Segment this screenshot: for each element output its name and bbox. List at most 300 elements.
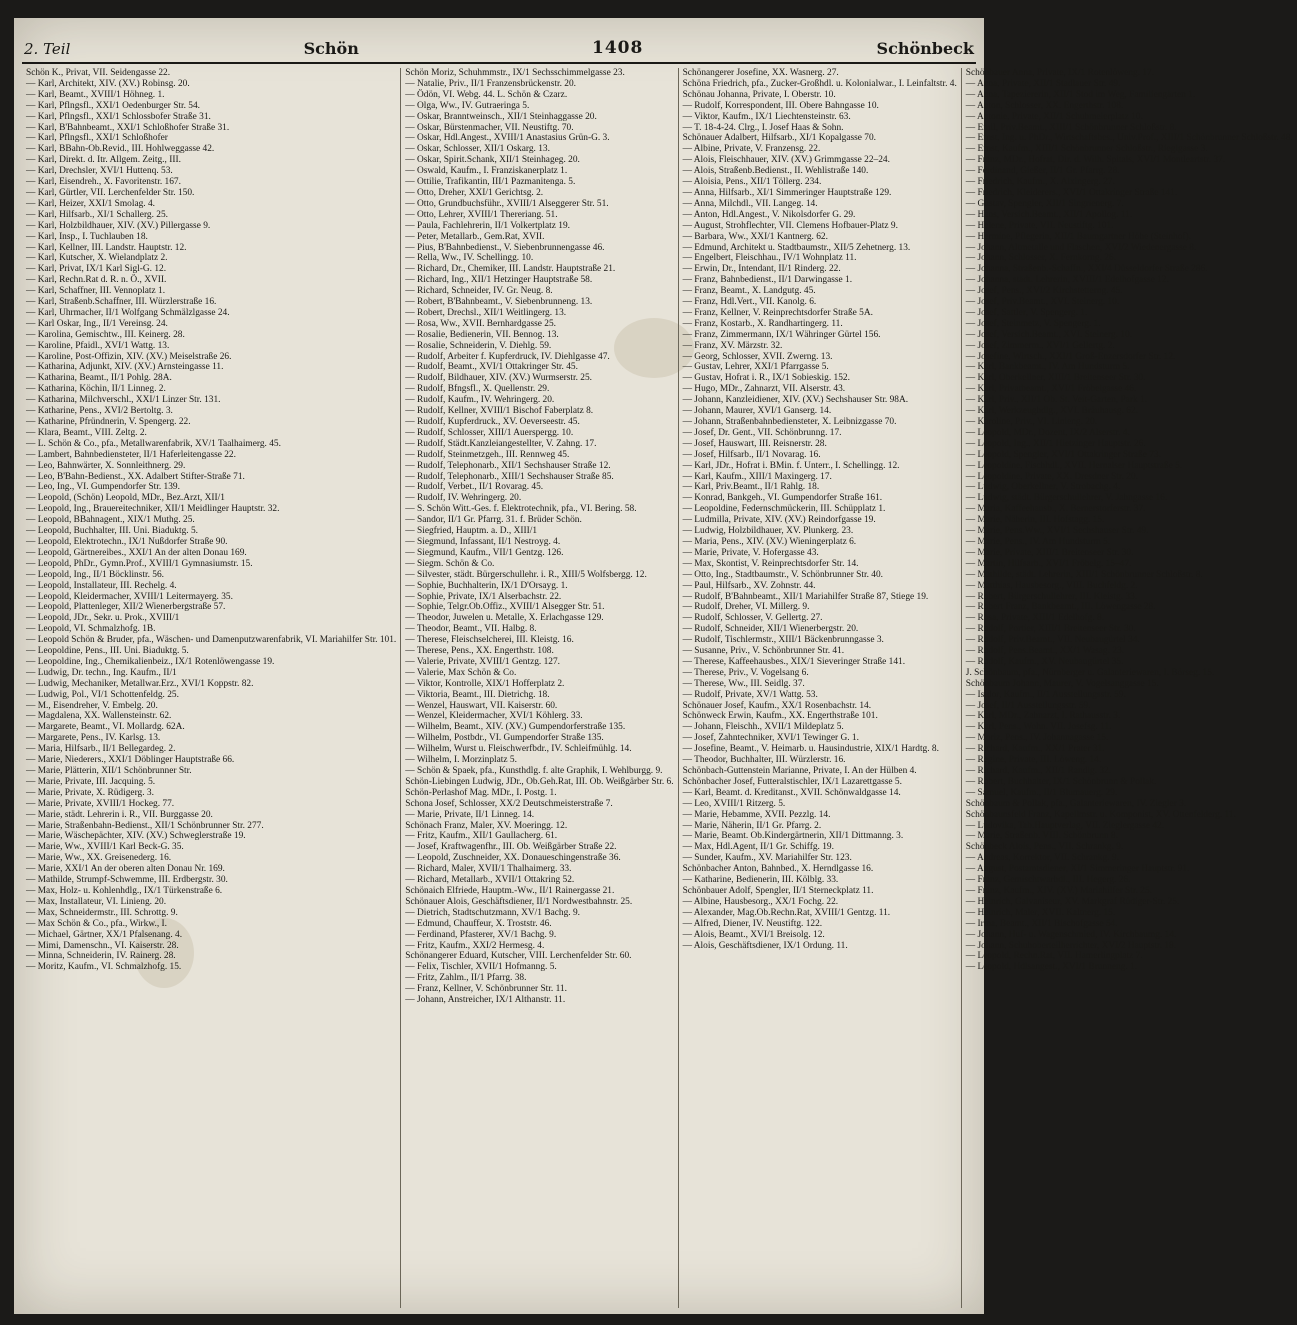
directory-entry: — Leopold, Gärtnereibes., XXI/1 An der alten Donau 169. [26,547,247,558]
directory-entry: — Karl, BBahn-Ob.Revid., III. Hohlweggasse 42. [26,144,215,155]
directory-entry: — Karl, Kutscher, X. Wielandplatz 2. [26,253,168,264]
directory-entry: — Lambert, Bahnbediensteter, II/1 Haferleitengasse 22. [26,449,236,460]
directory-entry: — Rosalie, Bedienerin, VII. Bennog. 13. [405,329,559,340]
directory-entry: — Katharine, Pfründnerin, V. Spengerg. 22. [26,417,191,427]
directory-entry: — Leopold, JDr., Sekr. u. Prok., XVIII/1 [26,613,180,624]
directory-entry: — Franz, Hdl.Vert., VII. Kanolg. 6. [682,297,817,308]
directory-entry: — Marie, Ww., XX. Greisenederg. 16. [26,853,172,864]
directory-entry: — Oskar, Schlosser, XII/1 Oskarg. 13. [405,144,550,155]
directory-entry: — Alfred, Diener, IV. Neustiftg. 122. [682,918,823,929]
directory-entry: — Franz, Gemischtwarhdl., III. Hegerg. 26. [965,875,1131,886]
left-catchword: Schön [303,39,359,58]
directory-entry: Schönauer Adalbert, Hilfsarb., XI/1 Kopalgasse 70. [682,133,877,144]
directory-entry: — Magdalena, XX. Wallensteinstr. 62. [26,711,172,722]
page-number: 1408 [592,38,644,58]
directory-entry: — August, Postamtsdiener, XI/1 Simmeringer Hauptstr. 91. [965,864,1190,875]
directory-entry: — Richard, Kaufm., XX/1 Prater 31. [965,744,1105,755]
directory-entry: — Marie, Private, V. Hofergasse 43. [682,547,819,558]
directory-column [961,68,1297,1308]
directory-entry: — Siegmund, Infassant, II/1 Nestroyg. 4. [405,536,561,547]
directory-entry: — Fritz, Kaufm., XII/1 Gaullacherg. 61. [405,831,558,842]
directory-entry: Schön Moriz, Schuhmmstr., IX/1 Sechsschimmelgasse 23. [405,68,625,78]
directory-entry: — Theodor, Beamt., VII. Halbg. 8. [405,624,537,635]
directory-entry: — Fritz, Zahlm., II/1 Pfarrg. 38. [405,973,527,984]
directory-entry: — Therese, Priv., V. Vogelsang 6. [682,667,809,678]
directory-entry: — Wenzel, Hauswart, VII. Kaiserstr. 60. [405,700,558,711]
directory-entry: Schönauer Josef, Kaufm., XX/1 Rosenbachstr. 14. [682,700,872,711]
directory-entry: — Leopold, Plattenleger, XII/2 Wienerbergstraße 57. [26,602,226,613]
directory-entry: — Irma, Beamt., XII/1 Bischofgasse 54. [965,918,1118,929]
directory-entry: — Robert, Drechsl., XII/1 Weitlingerg. 13. [405,307,567,318]
directory-entry: — Karl, Kaufm., XIII/1 Maxingerg. 17. [682,471,832,482]
directory-entry: — Rudolf, Telephonarb., XIII/1 Sechshauser Straße 85. [405,471,614,482]
directory-entry: — Katharine, Pens., XVI/2 Bertoltg. 3. [26,406,173,417]
directory-entry: — Johann, Anstreicher, IX/1 Althanstr. 11. [405,995,566,1006]
directory-entry: — Max, Installateur, VI. Linieng. 20. [26,896,167,907]
directory-entry: — Josef, Zimmerm., XVI/1 Gellertg. 2. [965,340,1115,351]
directory-entry: — Otto, Lehrer, XVIII/1 Thereriang. 51. [405,209,558,220]
directory-entry: — Peter, Metallarb., Gem.Rat, XVII. [405,231,545,242]
directory-entry: — Viktor, Kaufm., IX/1 Liechtensteinstr. 63. [682,111,851,122]
directory-entry: — Robert, B'Bahnbeamt., V. Siebenbrunneng. 13. [405,297,593,308]
directory-entry: — Marie, Private, XIII/1 Breitenseer Str. 30. [965,547,1134,558]
directory-entry: — Rudolf, Steinmetzgeh., III. Rennweg 45. [405,449,570,460]
directory-entry: — Friedrich, Kleiderers., XVI/1 Ottakringer Straße 141. [965,187,1178,198]
directory-entry: — Margarete, Pens., IV. Karlsg. 13. [26,733,161,744]
directory-entry: — Rudolf, Schlosser, XIII/1 Auerspergg. 10. [405,427,574,438]
directory-entry: — Josef, Versich.Beamt., XVI. Steinerg. 10. [965,329,1133,340]
directory-entry: — Georg, Schlosser, XVII. Zwerng. 13. [682,351,833,362]
directory-entry: — Leopoldine, Federnschmückerin, III. Schüpplatz 1. [682,504,886,515]
directory-entry: — Karoline, Pfaidl., XVI/1 Wattg. 13. [26,340,170,351]
directory-entry: — Valerie, Private, XVIII/1 Gentzg. 127. [405,656,561,667]
directory-entry: — Ludwig, Pol., VI/1 Schottenfeldg. 25. [26,689,179,700]
directory-entry: — Ludwig, Mechaniker, Metallwar.Erz., XVI/1 Koppstr. 82. [26,678,254,689]
directory-entry: — Silvester, städt. Bürgerschullehr. i. R., XIII/5 Wolfsbergg. 12. [405,569,647,580]
directory-entry: — Leopold, Hdlsangest., XVI/1 Brunneng. 1. [965,962,1138,973]
directory-entry: — Konrad, Bankgeh., VI. Gumpendorfer Straße 161. [682,493,883,504]
directory-entry: — Karl, Gürtler, VII. Lerchenfelder Str. 150. [26,187,195,198]
directory-entry: — Ferdinand, Gießer, II/1 Gr. Pfarrg. 28. [965,166,1120,177]
directory-entry: — Rudolf, Bildhauer, XIV. (XV.) Wurmserstr. 25. [405,373,593,384]
directory-entry: — Maria, Kaffeehausb., X. Bernerstorferstr. 37. [965,504,1146,515]
directory-entry: — Karl, Pens., Wohn. VII. Josefsg. 11. [965,722,1112,733]
directory-column [400,68,677,1308]
directory-entry: — Leopold, Ing., XII/1 Hietzinger Hauptstr. 26. [965,438,1146,449]
directory-entry: — Heinrich, Galvaniseur, XV. Markgraf Rüdiger-Str. 25. [965,896,1180,907]
directory-entry: — Leopoldine, Fischhdl., XVII. Hernalser Hauptstraße 5. [965,460,1183,471]
directory-entry: — Johann, Straßenbahnbediensteter, X. Leibnizgasse 70. [682,417,897,427]
directory-entry: — Leopold, Zuschneider, XX. Donaueschingenstraße 36. [405,853,621,864]
directory-entry: — Anna, Tapeziererin, XII/1 Stod im Weg, Familiengärten 1. [965,89,1196,100]
directory-entry: — Rudolf, Kaufm., XV. Neubaugürtel 35. [965,656,1124,667]
directory-entry: Schönbacher Josef, Futteralstischler, IX/1 Lazarettgasse 5. [682,776,902,787]
directory-entry: Schönweck Erwin, Kaufm., XX. Engerthstraße 101. [682,711,878,722]
directory-entry: — Marie, Private, II/1 Linneg. 14. [405,809,535,820]
directory-entry: — Marie, städt. Lehrerin i. R., VII. Burggasse 20. [26,809,213,820]
directory-entry: — Otto, Ing., Stadtbaumstr., V. Schönbrunner Str. 40. [682,569,884,580]
directory-entry: — Max, Hdl.Agent, II/1 Gr. Schiffg. 19. [682,842,834,853]
directory-entry: — Rudolf, Schlosser, V. Gellertg. 27. [682,613,823,624]
directory-entry: — Karl, JDr., Hofrat i. BMin. f. Unterr., I. Schellingg. 12. [682,460,900,471]
directory-entry: — Albine, Private, V. Franzensg. 22. [682,144,821,155]
directory-entry: — Siegm. Schön & Co. [405,558,495,569]
directory-entry: — Aloisia, Pens., XII/1 Töllerg. 234. [682,177,822,188]
directory-entry: — Karl, Privat, IX/1 Karl Sigl-G. 12. [26,264,167,275]
directory-entry: — Karl, Privatbeamt., XVI/1 Fröbelgasse 46. [965,384,1137,395]
directory-entry: — Oskar, Branntweinsch., XII/1 Steinhaggasse 20. [405,111,597,122]
directory-entry: Schönbaunsfeld Franz, Kapellmstr. u. Komponist, XV. Ottenfelderg. 11. [965,809,1236,820]
directory-entry: — Emil, Priv.Beamt., XIII/1 Schönbrunner Schloßstr. 8. [965,122,1177,133]
directory-entry: — Leopoldine, Private, XX. Dresdner Str. 20. [965,471,1138,482]
directory-entry: — Anna, Private, XII/1 Stadlauer Str. 49. [965,78,1121,89]
directory-entry: Schönbach-Guttenstein Marianne, Private, I. An der Hülben 4. [682,766,917,776]
directory-entry: — Franz, MDr., Hofrat, Dir. d. Wilh. Spitals, XVI/1 Montleartstr. 37. [965,155,1226,166]
directory-entry: — Johann, Maurer, XVI/1 Ganserg. 14. [682,406,832,417]
directory-entry: — Marie, Niederers., XXI/1 Döblinger Hauptstraße 66. [26,755,235,766]
directory-entry: — Karl, Beamt., XVIII/1 Höhneg. 1. [26,89,165,100]
directory-entry: — Therese, Ww., III. Seidlg. 37. [682,678,805,689]
directory-entry: — Franz, Bahnbedienst., II/1 Darwingasse 1. [682,275,853,286]
directory-entry: — Marie, Pens.Ww., XVI/1 Sechshauser Str. 49. [965,526,1149,537]
directory-entry: — Katharina, Köchin, II/1 Linneg. 2. [26,384,166,395]
directory-entry: — Samuel, Kaufm., II/1 Blumauerg. 29. [965,787,1118,798]
directory-entry: — Karolina, Gemischtw., III. Keinerg. 28. [26,329,185,340]
directory-entry: — Max, Schneidermstr., III. Schrottg. 9. [26,907,178,918]
directory-entry: — Rudolf, Korrespondent, III. Obere Bahngasse 10. [682,100,879,111]
directory-entry: — Leopold, PhDr., Gymn.Prof., XVIII/1 Gymnasiumstr. 15. [26,558,253,569]
directory-entry: — Leopold, Buchhalter, III. Uni. Biaduktg. 5. [26,526,198,537]
directory-entry: — Johann, Schuhoberteilherrichter, XVI/2 Hauptstr. 18. [965,940,1177,951]
directory-entry: — Marie, Ww., XVIII/1 Karl Beck-G. 35. [26,842,184,853]
directory-entry: — Josef, II/1 Ausstellungsstr. 59. [965,700,1091,711]
directory-entry: — Karl, Holzbildhauer, XIV. (XV.) Pillergasse 9. [26,220,211,231]
directory-entry: Schönauer Alois, Geschäftsdiener, II/1 Nordwestbahnstr. 25. [405,896,633,907]
directory-entry: — Richard, Schneider, IV. Gr. Neug. 8. [405,286,553,297]
directory-entry: — Alois, Geschäftsdiener, IX/1 Ordung. 11. [682,940,848,951]
directory-entry: — Leopold, VI. Schmalzhofg. 1B. [26,624,156,635]
directory-entry: — Franz, Kellner, V. Schönbrunner Str. 11. [405,984,567,995]
directory-entry: — Natalie, Priv., II/1 Franzensbrückenstr. 20. [405,78,576,89]
section-label: 2. Teil [24,40,71,58]
directory-entry: — Rudolf, Kupferdruck., XV. Oeverseestr. 45. [405,417,580,427]
directory-entry: Schönbeck Alois, Pens., VII. Schrankg. 9. [965,842,1124,853]
directory-entry: — Rella, Ww., IV. Schellingg. 10. [405,253,534,264]
directory-entry: — Olga, Ww., IV. Gutraeringa 5. [405,100,530,111]
directory-entry: — Helene, Private, VII. Neustiftg. 101. [965,220,1114,231]
directory-entry: — Franz, Kellner, V. Reinprechtsdorfer Straße 5A. [682,307,873,318]
directory-entry: — Karl, Drechsler, XVI/1 Huttenq. 53. [26,166,173,177]
directory-entry: Schön K., Privat, VII. Seidengasse 22. [26,68,171,78]
directory-entry: — Josefine, Wirtsch., XXI/1 Groß-Enzersdorfer Str. 12. [965,351,1176,362]
directory-entry: — Marie, Private, III. Jacquing. 5. [26,776,156,787]
directory-entry: Schona Josef, Schlosser, XX/2 Deutschmeisterstraße 7. [405,798,613,809]
directory-entry: — Hugo, MDr., Zahnarzt, VII. Alserstr. 43. [682,384,846,395]
directory-entry: Schönbacher Anton, Bahnbed., X. Herndlgasse 16. [682,864,874,875]
directory-entry: — Dietrich, Stadtschutzmann, XV/1 Bachg. 9. [405,907,580,918]
directory-entry: — Sophie, Telgr.Ob.Offiz., XVIII/1 Alsegger Str. 51. [405,602,605,613]
directory-entry: — Barbara, Ww., XXI/1 Kantnerg. 62. [682,231,828,242]
directory-entry: — Wilhelm, Beamt., XIV. (XV.) Gumpendorferstraße 135. [405,722,626,733]
directory-entry: — Theodor, Juwelen u. Metalle, X. Erlachgasse 129. [405,613,604,624]
directory-entry: — Josef, Pens., XVI/2 Kirchstetterng. 45. [965,286,1123,297]
directory-entry: — Wilhelm, I. Morzinplatz 5. [405,755,517,766]
directory-entry: — Moriz, Pens., IV. Johannagasse 15. [965,733,1109,744]
directory-entry: — Wilhelm, Wurst u. Fleischwerfbdr., IV. Schleifmühlg. 14. [405,744,632,755]
directory-entry: — Anna, Milchdl., VII. Langeg. 14. [682,198,818,209]
directory-entry: — Gustav, Hofrat i. R., IX/1 Sobieskig. 152. [682,373,850,384]
directory-entry: — Edmund, Chauffeur, X. Troststr. 46. [405,918,552,929]
directory-entry: — Moritz, Kaufm., VI. Schmalzhofg. 15. [26,962,182,973]
directory-entry: — Leopold, Ing., II/1 Böcklinstr. 56. [26,569,165,580]
directory-entry: — Friedrich, Kaufm., X. Alxingerg. 27. [965,177,1115,188]
directory-entry: — Marie, Straßenb. VIII. Schönbrunn 8. [965,831,1118,842]
directory-entry: — Leopold, Spengler, XVI/1 Ottakringer Straße 73. [965,449,1161,460]
directory-entry: — Marie, Hebamme, XVII. Pezzlg. 14. [682,809,831,820]
directory-entry: — Karl, Heizer, XXI/1 Smolag. 4. [26,198,156,209]
directory-entry: — Karl, Eisendreh., X. Favoritenstr. 167. [26,177,181,188]
directory-entry: — Wilhelm, Postbdr., VI. Gumpendorfer Straße 135. [405,733,604,744]
directory-entry: — Ottilie, Trafikantin, III/1 Pazmanitenga. 5. [405,177,576,188]
directory-entry: — Alois, Fleischhauer, XIV. (XV.) Grimmgasse 22–24. [682,155,890,166]
directory-entry: — Katharina, Beamt., II/1 Pohlg. 28A. [26,373,172,384]
directory-entry: — Oskar, Spirit.Schank, XII/1 Steinhageg. 20. [405,155,580,166]
directory-entry: — Oskar, Hdl.Angest., XVIII/1 Anastasius Grün-G. 3. [405,133,610,144]
directory-entry: — Josef, Dr. Gent., VII. Schönbrunng. 17. [682,427,842,438]
directory-entry: — Andreas, Korrektor, VII. Schrankg. 9. [965,853,1119,864]
directory-entry: — Karl, Pflngsfl., XXI/1 Schloßhofer [26,133,168,144]
directory-entry: — Ludmilla, Private, XIV. (XV.) Reindorfgasse 19. [682,515,876,526]
directory-entry: — Katharina, Adjunkt, XIV. (XV.) Arnsteingasse 11. [26,362,224,373]
directory-entry: — Albine, Hausbesorg., XX/1 Fochg. 22. [682,896,839,907]
directory-entry: — Karl, Bankbeamt., IV. Am Hundsturm 5. [965,362,1130,373]
directory-entry: — Rudolf, Kaufm., IV. Wehringerg. 20. [405,395,555,406]
directory-entry: — L. Schön & Co., pfa., Metallwarenfabrik, XV/1 Taalhaimerg. 45. [26,438,281,449]
directory-entry: — Schön & Spaek, pfa., Kunsthdlg. f. alte Graphik, I. Wehlburgg. 9. [405,766,663,776]
directory-entry: — Richard, Metallarb., XVII/1 Ottakring 52. [405,875,575,886]
directory-entry: — Max, Holz- u. Kohlenhdlg., IX/1 Türkenstraße 6. [26,885,223,896]
directory-entry: — Franz, Kaufm., XIV. (XV.) Mariahilfer Str. 25. [965,885,1152,896]
directory-entry: — Karl, Oberkellner, XIII/1 Breitenseer Str. 30. [965,373,1146,384]
directory-entry: — Karl, Werkzeughdlg., XVI. Bräuhausg. 62. [965,406,1139,417]
directory-entry: — Ernst, Kaufm., XIII/1 Schönbrunner Schloßstr., Rieglgasse 3. [965,144,1208,155]
directory-entry: — August, Strohflechter, VII. Clemens Hofbauer-Platz 9. [682,220,898,231]
directory-entry: — Rosa, Private, XIII/1 Edelhofg. 8. [965,613,1105,624]
directory-entry: — Karl, Beamt. d. Kreditanst., XVII. Schönwaldgasse 14. [682,787,901,798]
directory-entry: — Ernst, Ing. u. PhDr., Wirtschaftsbes., Univ.Prof., XIII/1 Schönbrunner Schloßstr. 48. [965,133,1293,144]
directory-entry: — Leopold, Rechn.Rat, VII. Hamerlingplatz 7. [965,951,1143,962]
directory-entry: — Sunder, Kaufm., XV. Mariahilfer Str. 123. [682,853,852,864]
directory-entry: — Regine, Private, III. Löweng. 14. [965,755,1102,766]
directory-entry: — Johann, Schlosser, X. Fernkorng. 26. [965,253,1116,264]
directory-entry: — Rosa, Ww., XVII. Bernhardgasse 25. [405,318,557,329]
directory-entry: — Rudolf, Tischlermstr., XIII/1 Bäckenbrunngasse 3. [682,635,884,646]
directory-entry: — Rudolf, Dreher, VI. Millerg. 9. [682,602,810,613]
directory-entry: — Josef, Priv.Beamt., XVI. Steinerg. 10. [965,297,1120,308]
directory-entry: — Johann, Huf- u. Wagenschmied, IV. Kirchbaumg. 14. [965,929,1177,940]
directory-entry: — T. 18-4-24. Clrg., I. Josef Haas & Sohn. [682,122,844,133]
directory-entry: — Robert, Buchhalter, IX/1 Schönbrunn & Pollak. [965,776,1157,787]
directory-entry: — Karl, B'Bahnbeamt., XXI/1 Schloßhofer Straße 31. [26,122,230,133]
directory-entry: — Pius, B'Bahnbedienst., V. Siebenbrunnengasse 46. [405,242,605,253]
directory-entry: — Karl, Architekt, XIV. (XV.) Robinsg. 20. [26,78,190,89]
directory-entry: — Marie, Beamt. Ob.Kindergärtnerin, XII/1 Dittmanng. 3. [682,831,904,842]
directory-entry: — Leo, XVIII/1 Ritzerg. 5. [682,798,786,809]
directory-entry: Schön-Liebingen Ludwig, JDr., Ob.Geh.Rat, III. Ob. Weißgärber Str. 6. [405,776,674,787]
directory-entry: — Ludovika, Tab.Hauptverlag, VII. Zieglergasse 42. [965,820,1165,831]
directory-entry: — Rudolf, Arbeiter f. Kupferdruck, IV. Diehlgasse 47. [405,351,610,362]
directory-entry: — Rosalie, Schneiderin, V. Diehlg. 59. [405,340,552,351]
directory-entry: — Karl, Insp., I. Tuchlauben 18. [26,231,148,242]
directory-entry: Schönbaum Johann, Maurer, V. Vogelsanggasse 15. [965,678,1159,689]
directory-entry: — Franz, XV. Märzstr. 32. [682,340,783,351]
directory-entry: — Marie, Wäschepächter, XIV. (XV.) Schweglerstraße 19. [26,831,246,842]
directory-entry: — Johanna, städt. Lehrerin, XVIII/1 Edelhofgasse 12. [965,275,1169,286]
directory-entry: — Leopold, Elektrotechn., IX/1 Nußdorfer Straße 90. [26,536,228,547]
directory-entry: Schönbaum & Pollak, pfa., Galanteriewaren, IV. Ziegler 3. [965,798,1187,809]
directory-entry: — Franz, Zimmermann, IX/1 Währinger Gürtel 156. [682,329,881,340]
directory-entry: — Ludwig, Oberkellner, V. Strobachg. 4. [965,482,1121,493]
directory-entry: — Leopold Schön & Bruder, pfa., Wäschen- und Damenputzwarenfabrik, VI. Mariahilfer Str. 101. [26,635,397,646]
directory-entry: — Marie, Private, X. Rüdigerg. 3. [26,787,154,798]
directory-entry: — Ludwig, städt. Bürgerschullehrer, V. Jahngasse 16. [965,493,1168,504]
directory-entry: — Leopold, MDr., Dozent, IX/2 Alserstr. 4. [965,427,1130,438]
directory-entry: — S. Schön Witt.-Ges. f. Elektrotechnik, pfa., VI. Bering. 58. [405,504,637,515]
directory-entry: — Therese, Pens., XX. Engerthstr. 108. [405,646,554,657]
directory-entry: — Otto, Grundbuchsführ., XVIII/1 Alseggerer Str. 51. [405,198,609,209]
directory-entry: — Alois, Straßenb.Bedienst., II. Wehlistraße 140. [682,166,869,177]
right-catchword: Schönbeck [876,39,974,58]
directory-entry: — Johann, Altmetalle und Flaschen, XVI/2 Wiedenergasse 8. [965,242,1197,253]
directory-entry: — Rudolf, Kellner, XVIII/1 Bischof Faberplatz 8. [405,406,594,417]
directory-entry: — Leo, Bahnwärter, X. Sonnleithnerg. 29. [26,460,186,471]
directory-entry: — Franz, Beamt., X. Landgutg. 45. [682,286,816,297]
directory-entry: — Leo, Ing., VI. Gumpendorfer Str. 139. [26,482,180,493]
directory-entry: — Johanna, Straßenb.-Schaffn., XXI/4 Düsseldorfer Straße 286. [965,264,1208,275]
directory-entry: — Anton, Schlosser, XX. Engerthstr. 108. [965,100,1124,111]
directory-entry: — Leopold, BBahnagent., XIX/1 Muthg. 25. [26,515,195,526]
directory-entry: Schönbauer Adolf, Spengler, II/1 Sterneckplatz 11. [682,885,874,896]
directory-entry: — Fritz, Kaufm., XXI/2 Hermesg. 4. [405,940,545,951]
directory-entry: — Richard, Ing., XII/1 Hetzinger Hauptstraße 58. [405,275,593,286]
directory-entry: — Hermine, Pflegerin, XII/1 Baumgartner Höhe (Steinhof). [965,231,1191,242]
directory-entry: — Engelbert, Fleischhau., IV/1 Wohnplatz 11. [682,253,857,264]
directory-entry: — Leopoldine, Ing., Chemikalienbeiz., IX/1 Rotenlöwengasse 19. [26,656,275,667]
directory-entry: — Alexander, Mag.Ob.Rechn.Rat, XVIII/1 Gentzg. 11. [682,907,891,918]
directory-columns [22,68,1293,1308]
directory-entry: — Karl, Priv., XII/1 Ob. St. Veit-Garten, Park 1. [965,395,1148,406]
directory-entry: Schönaich Elfriede, Hauptm.-Ww., II/1 Rainergasse 21. [405,885,615,896]
directory-entry: — Felix, Tischler, XVII/1 Hofmanng. 5. [405,962,557,973]
page-header [24,32,974,58]
directory-entry: — Rudolf, Beamt., XVI/1 Ottakringer Str. 45. [405,362,578,373]
directory-entry: — Erwin, Dr., Intendant, II/1 Rinderg. 22. [682,264,841,275]
directory-entry: Schöna Friedrich, pfa., Zucker-Großhdl. u. Kolonialwar., I. Leinfaltstr. 4. [682,78,957,89]
directory-entry: — Michael, Gärtner, XX/1 Pfalsenang. 4. [26,929,183,940]
directory-entry: — M., Eisendreher, V. Embelg. 20. [26,700,158,711]
directory-page [14,18,1293,1314]
directory-entry: — Sandor, II/1 Gr. Pfarrg. 31. f. Brüder Schön. [405,515,582,526]
directory-entry: — Karl, MDr., Zahnarzt, I. Rathausstr. 3. [965,711,1121,722]
directory-entry: Schönbauer Anna, Private, IX/1 Rotenlöweng. 17. [965,68,1155,78]
directory-entry: — Therese, Kaffeehausbes., XIX/1 Sieveringer Straße 141. [682,656,906,667]
directory-entry: Schönau Johanna, Private, I. Oberstr. 10. [682,89,836,100]
directory-entry: — Karl Oskar, Ing., II/1 Vereinsg. 24. [26,318,168,329]
directory-entry: — Martin, Hilfsarb., XVI/1 Fröbelg. 15–47. [965,558,1132,569]
directory-entry: — Rudolf, IV. Wehringerg. 20. [405,493,522,504]
directory-column [678,68,961,1308]
directory-entry: — Karl, Hilfsarb., XI/1 Schallerg. 25. [26,209,168,220]
directory-entry: — Gustav, Spengler, XII/1 Singrienerg. 7. [965,198,1124,209]
directory-entry: — Edmund, Architekt u. Stadtbaumstr., XII/5 Zehetnerg. 13. [682,242,911,253]
header-rule [22,62,976,64]
directory-entry: — Josef, Sattler, V. Spengerg. 1. [965,307,1088,318]
directory-entry: — Josef, Zahntechniker, XVI/1 Tewinger G. 1. [682,733,859,744]
directory-entry: — Karl, Direkt. d. Itr. Allgem. Zeitg., III. [26,155,181,166]
directory-entry: — Mathilde, Strumpf-Schwemme, III. Erdbergstr. 30. [26,875,228,886]
directory-entry: — Mathilde, städt. Lehrerin, XIII/1 Schönbrunner Schloßstr. 8. [965,569,1203,580]
directory-entry: — Robert Franz, Bankbeamt., III. Löwengasse 28. [965,602,1156,613]
directory-entry: — Ludwig, Dr. techn., Ing. Kaufm., II/1 [26,667,177,678]
directory-entry: — Rudolf, Telephonarb., XII/1 Sechshauser Straße 12. [405,460,611,471]
directory-entry: — Richard, Dr., Chemiker, III. Landstr. Hauptstraße 21. [405,264,616,275]
directory-entry: — Karoline, Priv., VI. Linieng. 20. [965,417,1098,427]
directory-entry: — Ödön, VI. Webg. 44. L. Schön & Czarz. [405,89,568,100]
directory-entry: — Richard, Kaufm., XII/1 Randlg. 32. [965,766,1112,776]
directory-entry: — Minna, Schneiderin, IV. Rainerg. 28. [26,951,176,962]
directory-entry: — Rudolf, Städt.Kanzleiangestellter, V. Zahng. 17. [405,438,597,449]
directory-entry: — Maria, Pens., XIV. (XV.) Wieningerplatz 6. [682,536,857,547]
directory-entry: — Alois, Beamt., XVI/1 Breisolg. 12. [682,929,825,940]
directory-entry: — Marie, Plätterin, XII/1 Schönbrunner Str. [26,766,192,776]
directory-entry: — Karl, Rechn.Rat d. R. n. Ö., XVII. [26,275,167,286]
directory-entry: — Rudolf, Bfngsfl., X. Quellenstr. 29. [405,384,550,395]
directory-entry: — Leopold, (Schön) Leopold, MDr., Bez.Arzt, XII/1 [26,493,225,504]
directory-entry: — Rudolf, Schneider, XII/1 Wienerbergstr. 20. [682,624,859,635]
directory-entry: — Franz, Kostarb., X. Randhartingerg. 11. [682,318,843,329]
directory-entry: — Marie, Näherin, III. Hofstagg. 15. [965,515,1105,526]
directory-entry: — Marie, Näherin, II/1 Gr. Pfarrg. 2. [682,820,822,831]
directory-entry: — Sophie, Buchhalterin, IX/1 D'Orsayg. 1. [405,580,568,591]
directory-entry: — Robert, Bürgerschullehrer, III. Kleistg. 33. [965,591,1138,602]
directory-entry: — Katharina, Milchverschl., XXI/1 Linzer Str. 131. [26,395,221,406]
directory-entry: Schönach Franz, Maler, XV. Moeringg. 12. [405,820,568,831]
directory-entry: — Viktor, Kontrolle, XIX/1 Hofferplatz 2. [405,678,565,689]
directory-entry: — Rudolf, Pens.Beamt., XX/1 Wasag. 23. [965,646,1124,657]
directory-entry: — Leopold, Kleidermacher, XVIII/1 Leitermayerg. 35. [26,591,233,602]
directory-entry: — Marie, Straßenbahn-Bedienst., XII/1 Schönbrunner Str. 277. [26,820,264,831]
directory-entry: — Karl, Uhrmacher, II/1 Wolfgang Schmälzlgasse 24. [26,307,230,318]
directory-entry: — Rudolf, B'Bahnbeamt., XII/1 Mariahilfer Straße 87, Stiege 19. [682,591,929,602]
directory-entry: — Isidor, Kaufm., II/1 Ausstellungsstr. 59. [965,689,1126,700]
directory-entry: — Maria, Hilfsarb., II/1 Bellegardeg. 2. [26,744,176,755]
directory-entry: — Johann, Fleischh., XVII/1 Mildeplatz 5. [682,722,844,733]
directory-entry: — Karl, Priv.Beamt., II/1 Rahlg. 18. [682,482,820,493]
directory-entry: Schönangerer Eduard, Kutscher, VIII. Lerchenfelder Str. 60. [405,951,632,962]
directory-entry: — Josef, Kraftwagenfhr., III. Ob. Weißgärber Straße 22. [405,842,617,853]
directory-entry: — Antonie, Private, XII/1 Schuhmeierplatz 10. [965,111,1143,122]
directory-entry: — Otto, Dreher, XXI/1 Gerichtsg. 2. [405,187,544,198]
directory-entry: — Theodor, Buchhalter, III. Würzlerstr. 16. [682,755,846,766]
directory-entry: Schön-Perlashof Mag. MDr., I. Postg. 1. [405,787,557,798]
directory-entry: — Marie, Private, XVIII/1 Hockeg. 77. [26,798,175,809]
directory-entry: — Katharine, Bedienerin, III. Kölblg. 33. [682,875,839,886]
directory-entry: — Oswald, Kaufm., I. Franziskanerplatz 1. [405,166,568,177]
directory-entry: — Wenzel, Kleidermacher, XVI/1 Köhlerg. 33. [405,711,583,722]
directory-entry: — Viktoria, Beamt., III. Dietrichg. 18. [405,689,550,700]
directory-entry: — Josef, Hauswart, III. Reisnerstr. 28. [682,438,827,449]
directory-entry: — Matthias, Hausbesorg., VIII. Buchfeldg. 2. [965,580,1138,591]
